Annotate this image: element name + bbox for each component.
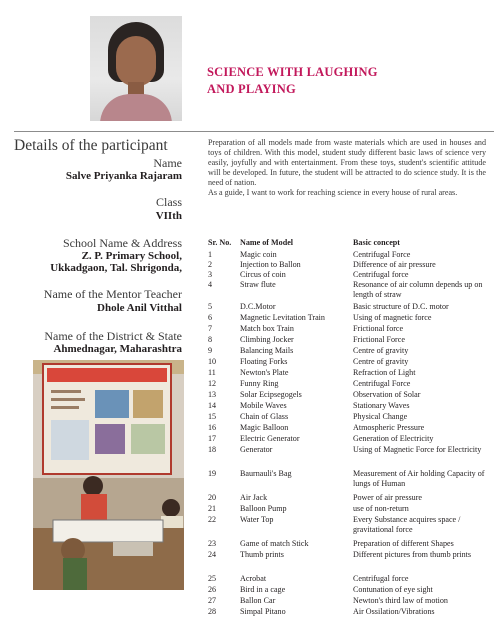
cell-concept: Centrifugal force xyxy=(353,270,409,279)
district-label: Name of the District & State xyxy=(44,329,182,343)
cell-no: 17 xyxy=(208,434,217,443)
cell-concept: Observation of Solar xyxy=(353,390,421,399)
cell-model: Magic coin xyxy=(240,250,277,259)
title-line-2: AND PLAYING xyxy=(207,82,296,96)
cell-no: 5 xyxy=(208,302,213,311)
name-value: Salve Priyanka Rajaram xyxy=(65,170,182,182)
cell-concept: Measurement of Air holding Capacity of lungs of Human xyxy=(353,469,485,488)
district-value: Ahmednagar, Maharashtra xyxy=(53,343,182,355)
cell-concept: Air Ossilation/Vibrations xyxy=(353,607,435,616)
intro-text xyxy=(208,138,486,198)
intro-paragraph: Preparation of all models made from waste materials which are used in houses and toys of children. With this model, student study different basic laws of science very easily, joyfully and with entertainment. From these toys, student's scientific attitude will be developed. In future, the student will be attracted to do science study. It is the need of nation. xyxy=(208,138,486,187)
header-model: Name of Model xyxy=(240,238,294,247)
cell-model: Mobile Waves xyxy=(240,401,287,410)
cell-model: Balancing Mails xyxy=(240,346,294,355)
school-value-line-1: Z. P. Primary School, xyxy=(81,250,182,262)
cell-concept: Newton's third law of motion xyxy=(353,596,448,605)
cell-model: Simpal Pitano xyxy=(240,607,286,616)
cell-model: Climbing Jocker xyxy=(240,335,294,344)
title-line-1: SCIENCE WITH LAUGHING xyxy=(207,65,378,79)
cell-model: Generator xyxy=(240,445,273,454)
cell-model: Electric Generator xyxy=(240,434,300,443)
cell-no: 20 xyxy=(208,493,217,502)
school-value-line-2: Ukkadgaon, Tal. Shrigonda, xyxy=(50,262,182,274)
cell-model: Newton's Plate xyxy=(240,368,289,377)
mentor-value: Dhole Anil Vitthal xyxy=(97,302,182,314)
class-label: Class xyxy=(155,195,182,209)
cell-concept: Preparation of different Shapes xyxy=(353,539,454,548)
cell-no: 27 xyxy=(208,596,217,605)
school-label: School Name & Address xyxy=(63,236,182,250)
intro-paragraph: As a guide, I want to work for reaching science in every house of rural areas. xyxy=(208,188,458,197)
cell-no: 24 xyxy=(208,550,217,559)
cell-model: Balloon Pump xyxy=(240,504,287,513)
cell-no: 11 xyxy=(208,368,216,377)
cell-no: 16 xyxy=(208,423,217,432)
cell-model: Floating Forks xyxy=(240,357,288,366)
cell-concept: Power of air pressure xyxy=(353,493,422,502)
cell-model: Circus of coin xyxy=(240,270,286,279)
page-title xyxy=(207,64,427,98)
cell-no: 25 xyxy=(208,574,217,583)
cell-concept: Basic structure of D.C. motor xyxy=(353,302,449,311)
cell-concept: Generation of Electricity xyxy=(353,434,434,443)
cell-model: Acrobat xyxy=(240,574,267,583)
exhibition-photo xyxy=(33,360,184,590)
cell-no: 23 xyxy=(208,539,217,548)
cell-concept: Centre of gravity xyxy=(353,357,409,366)
cell-no: 21 xyxy=(208,504,217,513)
cell-no: 6 xyxy=(208,313,213,322)
cell-no: 14 xyxy=(208,401,217,410)
cell-no: 15 xyxy=(208,412,217,421)
cell-concept: Centrifugal force xyxy=(353,574,409,583)
cell-model: Magnetic Levitation Train xyxy=(240,313,325,322)
cell-concept: Different pictures from thumb prints xyxy=(353,550,472,559)
cell-model: Straw flute xyxy=(240,280,276,289)
cell-model: Game of match Stick xyxy=(240,539,309,548)
cell-concept: Frictional Force xyxy=(353,335,405,344)
cell-no: 10 xyxy=(208,357,217,366)
cell-model: Water Top xyxy=(240,515,274,524)
cell-no: 4 xyxy=(208,280,213,289)
cell-model: Funny Ring xyxy=(240,379,279,388)
cell-concept: Atmospheric Pressure xyxy=(353,423,425,432)
name-label: Name xyxy=(153,156,182,170)
cell-model: Injection to Ballon xyxy=(240,260,301,269)
cell-concept: Every Substance acquires space / gravitational force xyxy=(353,515,461,534)
cell-no: 13 xyxy=(208,390,217,399)
cell-model: Bird in a cage xyxy=(240,585,286,594)
cell-model: Thumb prints xyxy=(240,550,284,559)
cell-concept: Contunation of eye sight xyxy=(353,585,433,594)
divider xyxy=(14,131,494,132)
cell-model: Match box Train xyxy=(240,324,294,333)
cell-model: Baurnauli's Bag xyxy=(240,469,292,478)
cell-model: D.C.Motor xyxy=(240,302,276,311)
details-heading: Details of the participant xyxy=(14,137,168,154)
mentor-label: Name of the Mentor Teacher xyxy=(43,287,182,301)
cell-no: 7 xyxy=(208,324,213,333)
cell-no: 12 xyxy=(208,379,217,388)
cell-model: Magic Balloon xyxy=(240,423,289,432)
cell-concept: Using of magnetic force xyxy=(353,313,432,322)
cell-no: 19 xyxy=(208,469,217,478)
cell-concept: Stationary Waves xyxy=(353,401,410,410)
cell-concept: Frictional force xyxy=(353,324,404,333)
cell-concept: Difference of air pressure xyxy=(353,260,436,269)
cell-concept: Refraction of Light xyxy=(353,368,416,377)
cell-concept: use of non-return xyxy=(353,504,409,513)
cell-no: 3 xyxy=(208,270,213,279)
cell-concept: Centrifugal Force xyxy=(353,250,411,259)
cell-model: Chain of Glass xyxy=(240,412,289,421)
cell-concept: Centre of gravity xyxy=(353,346,409,355)
cell-model: Air Jack xyxy=(240,493,268,502)
cell-model: Ballon Car xyxy=(240,596,276,605)
cell-no: 2 xyxy=(208,260,213,269)
cell-concept: Centrifugal Force xyxy=(353,379,411,388)
cell-no: 22 xyxy=(208,515,217,524)
cell-no: 26 xyxy=(208,585,217,594)
cell-no: 8 xyxy=(208,335,213,344)
cell-no: 9 xyxy=(208,346,213,355)
cell-no: 28 xyxy=(208,607,217,616)
cell-no: 18 xyxy=(208,445,217,454)
header-concept: Basic concept xyxy=(353,238,400,247)
cell-concept: Physical Change xyxy=(353,412,408,421)
cell-model: Solar Ecipsegogels xyxy=(240,390,302,399)
class-value: VIIth xyxy=(155,210,182,222)
cell-no: 1 xyxy=(208,250,213,259)
participant-photo xyxy=(90,16,182,121)
cell-concept: Resonance of air column depends up on length of straw xyxy=(353,280,483,299)
cell-concept: Using of Magnetic Force for Electricity xyxy=(353,445,482,454)
header-sr-no: Sr. No. xyxy=(208,238,232,247)
